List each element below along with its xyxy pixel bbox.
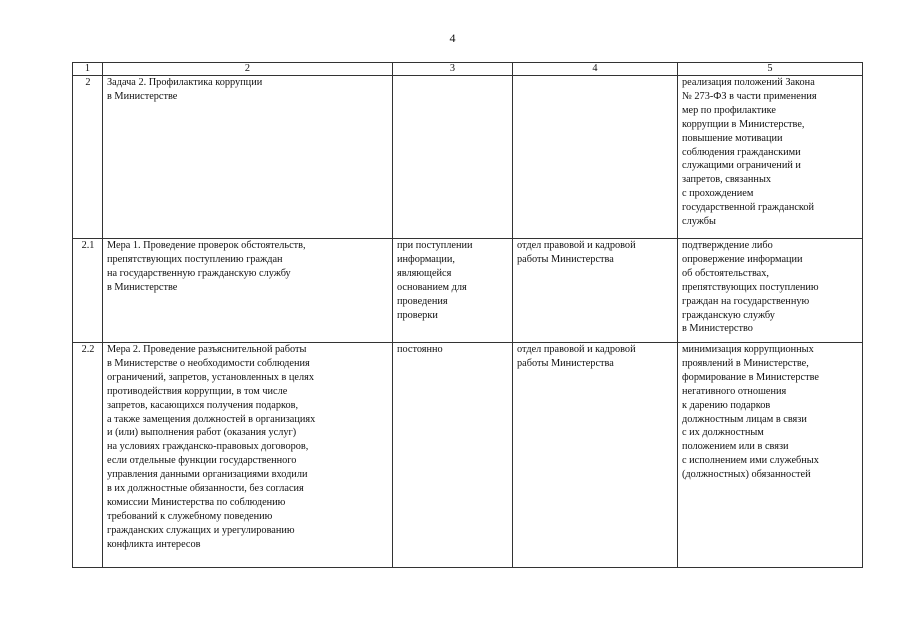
table-row xyxy=(73,239,863,343)
row-number: 2 xyxy=(73,76,103,239)
responsible-cell xyxy=(513,76,678,239)
result-cell: подтверждение либо опровержение информации об обстоятельствах, препятствующих поступлению граждан на государственную гражданскую службу в Министерство xyxy=(678,239,863,343)
responsible-cell: отдел правовой и кадровой работы Министерства xyxy=(513,343,678,568)
page-number: 4 xyxy=(449,31,456,45)
term-cell: постоянно xyxy=(393,343,513,568)
anticorruption-plan-table xyxy=(72,62,863,568)
measure-cell: Мера 2. Проведение разъяснительной работы в Министерстве о необходимости соблюдения ограничений, запретов, установленных в целях противодействия коррупции, в том числе запретов, касающихся получения подарков, а также замещения должностей в организациях и (или) выполнения работ (оказания услуг) на условиях гражданско-правовых договоров, если отдельные функции государственного управления данными организациями входили в их должностные обязанности, без согласия комиссии Министерства по соблюдению требований к служебному поведению гражданских служащих и урегулированию конфликта интересов xyxy=(103,343,393,568)
table-row xyxy=(73,76,863,239)
term-cell: при поступлении информации, являющейся основанием для проведения проверки xyxy=(393,239,513,343)
column-header-2: 2 xyxy=(103,63,393,76)
term-cell xyxy=(393,76,513,239)
responsible-cell: отдел правовой и кадровой работы Министерства xyxy=(513,239,678,343)
column-header-1: 1 xyxy=(73,63,103,76)
column-header-5: 5 xyxy=(678,63,863,76)
column-number-row xyxy=(73,63,863,76)
row-number: 2.1 xyxy=(73,239,103,343)
measure-cell: Мера 1. Проведение проверок обстоятельств, препятствующих поступлению граждан на государственную гражданскую службу в Министерстве xyxy=(103,239,393,343)
result-cell: реализация положений Закона № 273-ФЗ в части применения мер по профилактике коррупции в Министерстве, повышение мотивации соблюдения гражданскими служащими ограничений и запретов, связанных с прохождением государственной гражданской службы xyxy=(678,76,863,239)
row-number: 2.2 xyxy=(73,343,103,568)
column-header-3: 3 xyxy=(393,63,513,76)
column-header-4: 4 xyxy=(513,63,678,76)
measure-cell: Задача 2. Профилактика коррупции в Министерстве xyxy=(103,76,393,239)
table-row xyxy=(73,343,863,568)
result-cell: минимизация коррупционных проявлений в Министерстве, формирование в Министерстве негативного отношения к дарению подарков должностным лицам в связи с их должностным положением или в связи с исполнением ими служебных (должностных) обязанностей xyxy=(678,343,863,568)
